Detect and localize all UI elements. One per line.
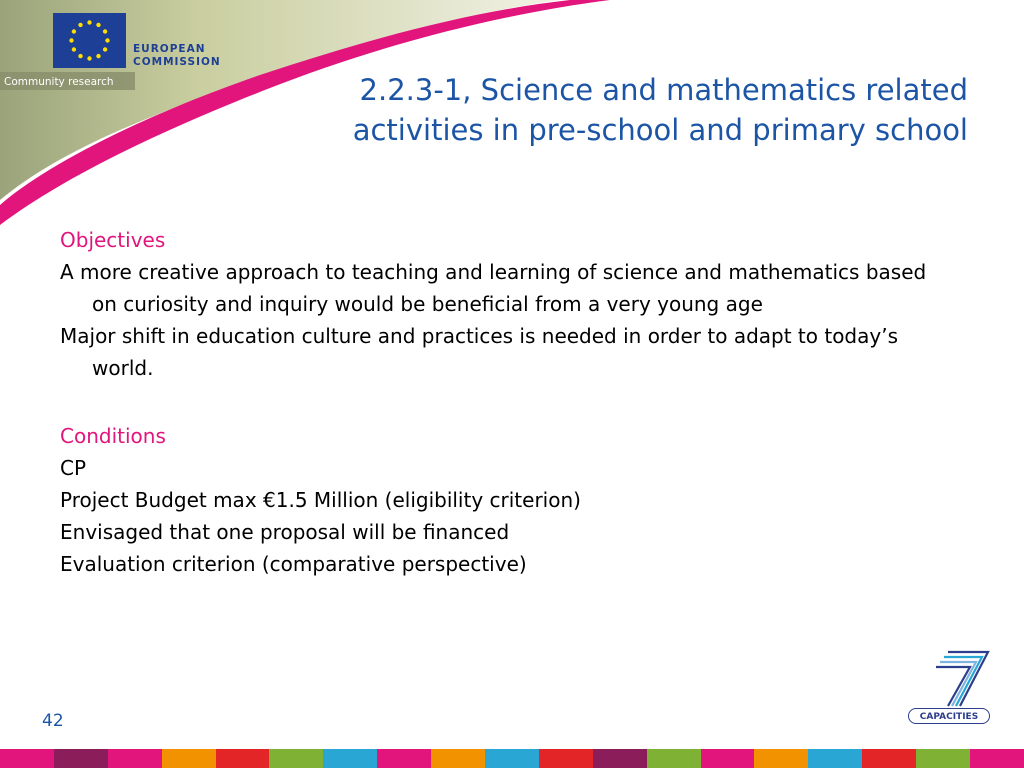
capacities-badge: CAPACITIES (908, 708, 990, 724)
strip-segment (701, 749, 755, 768)
page-number: 42 (42, 711, 64, 731)
eu-star (105, 38, 109, 42)
strip-segment (647, 749, 701, 768)
eu-star (69, 38, 73, 42)
objective-item: Major shift in education culture and practices is needed in order to adapt to today’s world. (60, 324, 898, 380)
community-research-label: Community research (4, 76, 114, 88)
strip-segment (808, 749, 862, 768)
condition-item: Envisaged that one proposal will be financed (60, 520, 510, 544)
strip-segment (377, 749, 431, 768)
strip-segment (916, 749, 970, 768)
eu-star (103, 47, 107, 51)
eu-star (72, 47, 76, 51)
strip-segment (323, 749, 377, 768)
strip-segment (162, 749, 216, 768)
title-line-2: activities in pre-school and primary school (352, 113, 968, 147)
bottom-color-strip (0, 749, 1024, 768)
strip-segment (539, 749, 593, 768)
european-commission-logo (53, 13, 221, 75)
strip-segment (862, 749, 916, 768)
strip-segment (108, 749, 162, 768)
eu-star (87, 56, 91, 60)
eu-wordmark (133, 43, 221, 69)
eu-star (87, 20, 91, 24)
strip-segment (485, 749, 539, 768)
eu-star (78, 54, 82, 58)
conditions-heading: Conditions (60, 424, 166, 448)
eu-star (96, 54, 100, 58)
eu-star (103, 29, 107, 33)
strip-segment (54, 749, 108, 768)
strip-segment (593, 749, 647, 768)
slide-title (268, 70, 968, 150)
fp7-capacities-logo (908, 648, 990, 726)
objective-item: A more creative approach to teaching and learning of science and mathematics based on curiosity and inquiry would be beneficial from a very young age (60, 260, 927, 316)
eu-star (72, 29, 76, 33)
spacer (60, 384, 940, 420)
strip-segment (754, 749, 808, 768)
eu-flag (53, 13, 126, 68)
slide-body (60, 224, 940, 580)
objectives-heading: Objectives (60, 228, 166, 252)
strip-segment (970, 749, 1024, 768)
condition-item: CP (60, 456, 87, 480)
condition-item: Project Budget max €1.5 Million (eligibility criterion) (60, 488, 581, 512)
strip-segment (431, 749, 485, 768)
condition-item: Evaluation criterion (comparative perspective) (60, 552, 527, 576)
fp7-seven-icon (908, 648, 990, 710)
strip-segment (216, 749, 270, 768)
eu-stars-icon (53, 13, 126, 68)
title-line-1: 2.2.3-1, Science and mathematics related (359, 73, 968, 107)
strip-segment (269, 749, 323, 768)
eu-star (78, 23, 82, 27)
eu-line-1: EUROPEAN (133, 43, 206, 55)
eu-star (96, 23, 100, 27)
strip-segment (0, 749, 54, 768)
eu-line-2: COMMISSION (133, 56, 221, 68)
